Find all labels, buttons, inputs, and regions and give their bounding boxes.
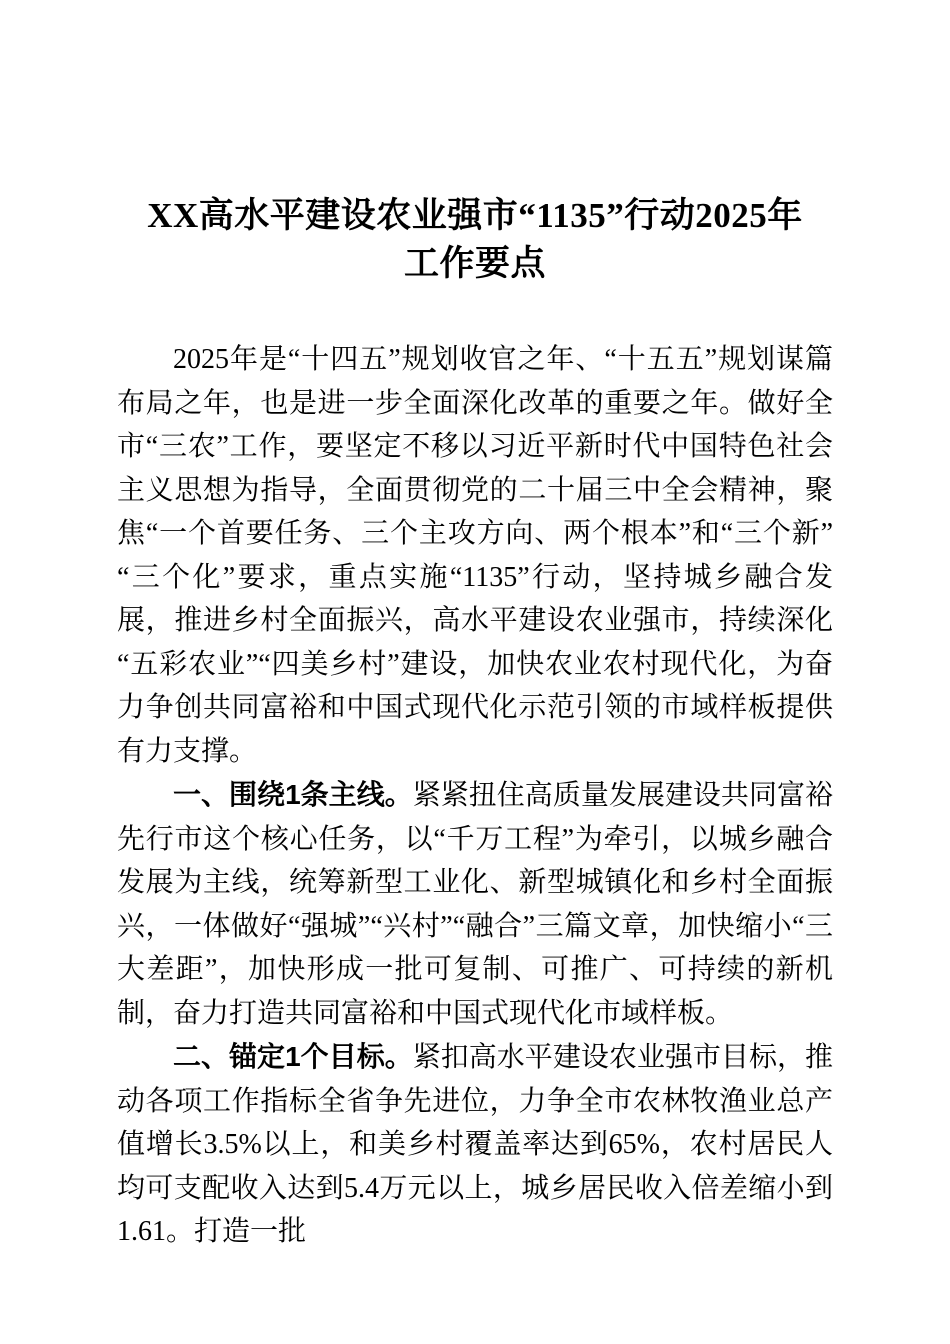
paragraph-section-2-lead: 二、锚定1个目标。: [173, 1041, 413, 1072]
paragraph-section-1: [117, 773, 833, 1035]
paragraph-section-2-text: 紧扣高水平建设农业强市目标，推动各项工作指标全省争先进位，力争全市农林牧渔业总产值增长3.5%以上，和美乡村覆盖率达到65%，农村居民人均可支配收入达到5.4万元以上，城乡居民收入倍差缩小到1.61。打造一批: [117, 1042, 833, 1247]
document-title: [117, 192, 833, 288]
paragraph-section-2: [117, 1035, 833, 1254]
document-title-line2: 工作要点: [403, 244, 546, 283]
paragraph-section-1-text: 紧紧扭住高质量发展建设共同富裕先行市这个核心任务，以“千万工程”为牵引，以城乡融合发展为主线，统筹新型工业化、新型城镇化和乡村全面振兴，一体做好“强城”“兴村”“融合”三篇文章，加快缩小“三大差距”，加快形成一批可复制、可推广、可持续的新机制，奋力打造共同富裕和中国式现代化市域样板。: [117, 780, 833, 1029]
document-body: [117, 338, 833, 1254]
paragraph-section-1-lead: 一、围绕1条主线。: [173, 779, 413, 810]
paragraph-intro-text: 2025年是“十四五”规划收官之年、“十五五”规划谋篇布局之年，也是进一步全面深化改革的重要之年。做好全市“三农”工作，要坚定不移以习近平新时代中国特色社会主义思想为指导，全面贯彻党的二十届三中全会精神，聚焦“一个首要任务、三个主攻方向、两个根本”和“三个新”“三个化”要求，重点实施“1135”行动，坚持城乡融合发展，推进乡村全面振兴，高水平建设农业强市，持续深化“五彩农业”“四美乡村”建设，加快农业农村现代化，为奋力争创共同富裕和中国式现代化示范引领的市域样板提供有力支撑。: [117, 344, 833, 767]
document-title-line1: XX高水平建设农业强市“1135”行动2025年: [147, 196, 803, 235]
paragraph-intro: [117, 338, 833, 773]
